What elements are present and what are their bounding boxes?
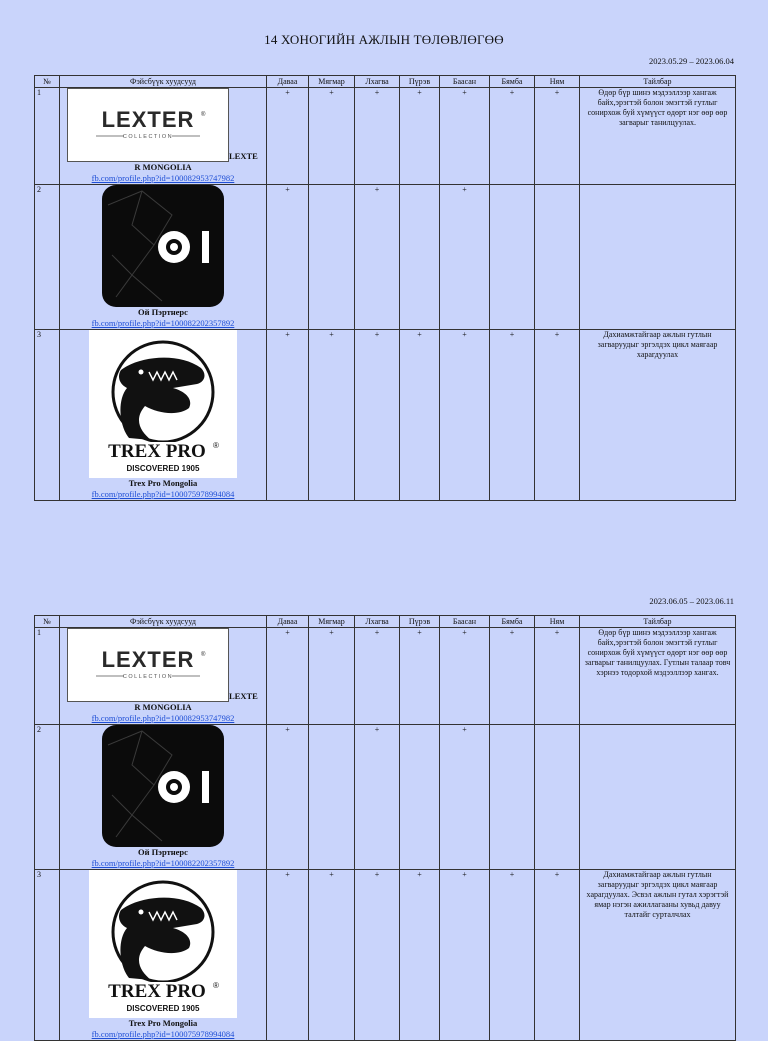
page-link[interactable]: fb.com/profile.php?id=100082202357892: [91, 858, 235, 868]
row-number: 3: [35, 870, 60, 1041]
page-link[interactable]: fb.com/profile.php?id=100075978994084: [91, 489, 235, 499]
col-header-friday: Баасан: [440, 616, 490, 628]
col-header-num: №: [35, 616, 60, 628]
col-header-sunday: Ням: [535, 76, 580, 88]
row-number: 1: [35, 88, 60, 185]
date-range-week-1: 2023.05.29 – 2023.06.04: [649, 56, 734, 66]
mark-tuesday: [309, 725, 355, 870]
trex-reg: ®: [213, 441, 219, 450]
table-header-row: [35, 616, 736, 628]
mark-tuesday: [309, 185, 355, 330]
col-header-num: №: [35, 76, 60, 88]
note-cell: [580, 725, 736, 870]
lexter-sub: COLLECTION: [122, 674, 174, 680]
table-row: [35, 330, 736, 501]
mark-friday: +: [440, 870, 490, 1041]
mark-wednesday: +: [355, 725, 400, 870]
date-range-week-2: 2023.06.05 – 2023.06.11: [649, 596, 734, 606]
plan-table-week-1: [34, 75, 736, 501]
mark-sunday: [535, 725, 580, 870]
col-header-pages: Фэйсбүүк хуудсууд: [60, 616, 267, 628]
col-header-thursday: Пүрэв: [400, 616, 440, 628]
col-header-monday: Даваа: [267, 76, 309, 88]
page-link[interactable]: fb.com/profile.php?id=100082953747982: [91, 713, 235, 723]
mark-monday: +: [267, 88, 309, 185]
lexter-logo-mark: [88, 647, 208, 683]
mark-tuesday: +: [309, 88, 355, 185]
mark-saturday: +: [490, 88, 535, 185]
trex-sub: DISCOVERED 1905: [126, 464, 200, 473]
page-cell: [60, 88, 267, 185]
page-cell: [60, 628, 267, 725]
col-header-monday: Даваа: [267, 616, 309, 628]
trex-logo: [89, 330, 237, 478]
mark-saturday: +: [490, 330, 535, 501]
mark-wednesday: +: [355, 88, 400, 185]
row-number: 2: [35, 185, 60, 330]
mark-monday: +: [267, 330, 309, 501]
table-row: [35, 88, 736, 185]
lexter-logo: [67, 628, 229, 702]
mark-saturday: +: [490, 628, 535, 725]
mark-friday: +: [440, 88, 490, 185]
mark-sunday: +: [535, 870, 580, 1041]
col-header-wednesday: Лхагва: [355, 76, 400, 88]
table-row: [35, 870, 736, 1041]
col-header-pages: Фэйсбүүк хуудсууд: [60, 76, 267, 88]
page-name: Ой Пэртнерс: [138, 307, 188, 317]
note-cell: Дахиамжтайгаар ажлын гутлын загваруудыг эргэлдэх цикл маягаар харагдуулах: [580, 330, 736, 501]
page-cell: [60, 185, 267, 330]
trex-word: TREX PRO: [108, 441, 206, 462]
oi-logo-mark: [102, 185, 224, 307]
page-name: Ой Пэртнерс: [138, 847, 188, 857]
trex-sub: DISCOVERED 1905: [126, 1004, 200, 1013]
mark-thursday: +: [400, 330, 440, 501]
mark-thursday: [400, 725, 440, 870]
mark-monday: +: [267, 185, 309, 330]
mark-saturday: [490, 185, 535, 330]
oi-logo-mark: [102, 725, 224, 847]
mark-wednesday: +: [355, 185, 400, 330]
mark-friday: +: [440, 185, 490, 330]
row-number: 3: [35, 330, 60, 501]
oi-logo: [102, 185, 224, 307]
mark-tuesday: +: [309, 628, 355, 725]
table-header-row: [35, 76, 736, 88]
mark-thursday: +: [400, 88, 440, 185]
page-cell: [60, 725, 267, 870]
lexter-logo-mark: [88, 107, 208, 143]
mark-thursday: +: [400, 628, 440, 725]
lexter-word: LEXTER: [101, 107, 195, 132]
mark-thursday: [400, 185, 440, 330]
mark-sunday: [535, 185, 580, 330]
table-row: [35, 725, 736, 870]
page-name: R MONGOLIA: [134, 702, 192, 712]
mark-wednesday: +: [355, 330, 400, 501]
mark-friday: +: [440, 725, 490, 870]
mark-wednesday: +: [355, 628, 400, 725]
lexter-reg: ®: [201, 652, 206, 658]
col-header-wednesday: Лхагва: [355, 616, 400, 628]
page-link[interactable]: fb.com/profile.php?id=100082953747982: [91, 173, 235, 183]
table-row: [35, 628, 736, 725]
col-header-tuesday: Мягмар: [309, 616, 355, 628]
trex-logo-mark: [89, 870, 237, 1018]
page-cell: [60, 330, 267, 501]
page-name-tail: LEXTE: [229, 151, 258, 161]
mark-saturday: [490, 725, 535, 870]
col-header-thursday: Пүрэв: [400, 76, 440, 88]
note-cell: Өдөр бүр шинэ мэдээллээр хангаж байх,эрэгтэй болон эмэгтэй гутлыг сонирхож буй хүмүүст өдөрт нэг өөр өөр загварыг танилцуулах. Гутлын талаар товч хэрнээ тодорхой мэдээллээр хангах.: [580, 628, 736, 725]
trex-logo: [89, 870, 237, 1018]
trex-reg: ®: [213, 981, 219, 990]
mark-friday: +: [440, 628, 490, 725]
mark-saturday: +: [490, 870, 535, 1041]
mark-monday: +: [267, 870, 309, 1041]
mark-tuesday: +: [309, 330, 355, 501]
mark-sunday: +: [535, 330, 580, 501]
note-cell: [580, 185, 736, 330]
col-header-notes: Тайлбар: [580, 616, 736, 628]
page-link[interactable]: fb.com/profile.php?id=100075978994084: [91, 1029, 235, 1039]
mark-monday: +: [267, 725, 309, 870]
note-cell: Өдөр бүр шинэ мэдээллээр хангаж байх,эрэгтэй болон эмэгтэй гутлыг сонирхож буй хүмүүст өдөрт нэг өөр өөр загварыг танилцуулах.: [580, 88, 736, 185]
lexter-word: LEXTER: [101, 647, 195, 672]
page-name: R MONGOLIA: [134, 162, 192, 172]
mark-sunday: +: [535, 628, 580, 725]
mark-sunday: +: [535, 88, 580, 185]
col-header-tuesday: Мягмар: [309, 76, 355, 88]
col-header-sunday: Ням: [535, 616, 580, 628]
col-header-notes: Тайлбар: [580, 76, 736, 88]
col-header-friday: Баасан: [440, 76, 490, 88]
page-name: Trex Pro Mongolia: [128, 1018, 198, 1028]
trex-logo-mark: [89, 330, 237, 478]
mark-friday: +: [440, 330, 490, 501]
mark-tuesday: +: [309, 870, 355, 1041]
page-link[interactable]: fb.com/profile.php?id=100082202357892: [91, 318, 235, 328]
lexter-sub: COLLECTION: [122, 134, 174, 140]
mark-wednesday: +: [355, 870, 400, 1041]
mark-monday: +: [267, 628, 309, 725]
page-cell: [60, 870, 267, 1041]
trex-word: TREX PRO: [108, 981, 206, 1002]
col-header-saturday: Бямба: [490, 616, 535, 628]
col-header-saturday: Бямба: [490, 76, 535, 88]
row-number: 2: [35, 725, 60, 870]
table-row: [35, 185, 736, 330]
oi-logo: [102, 725, 224, 847]
lexter-logo: [67, 88, 229, 162]
lexter-reg: ®: [201, 112, 206, 118]
plan-table-week-2: [34, 615, 736, 1041]
row-number: 1: [35, 628, 60, 725]
mark-thursday: +: [400, 870, 440, 1041]
page-title: 14 ХОНОГИЙН АЖЛЫН ТӨЛӨВЛӨГӨӨ: [264, 32, 504, 47]
page-name: Trex Pro Mongolia: [128, 478, 198, 488]
page-name-tail: LEXTE: [229, 691, 258, 701]
note-cell: Дахиамжтайгаар ажлын гутлын загваруудыг эргэлдэх цикл маягаар харагдуулах. Эсвэл ажлын гутал хэрэгтэй ямар нэгэн ажиллагааны хувьд давуу талтайг сурталчлах: [580, 870, 736, 1041]
